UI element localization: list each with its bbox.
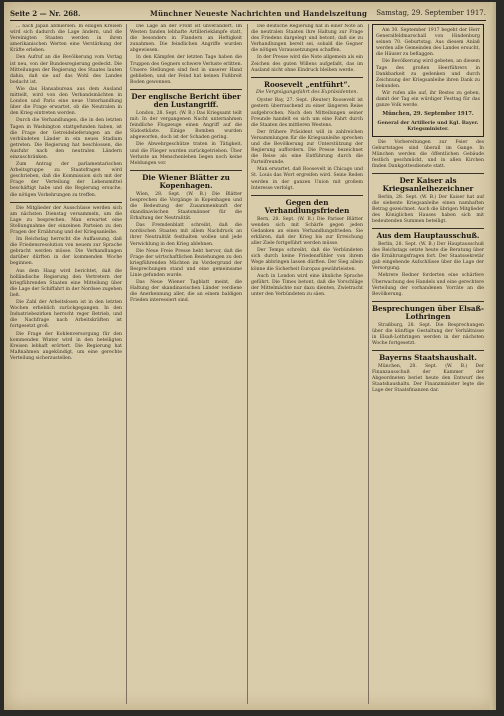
page-header [10, 8, 486, 21]
article-paragraph: München, 28. Sept. (W. B.) Der Finanzausschuß der Kammer der Abgeordneten beriet heute den Entwurf des Staatshaushalts. Der Finanzminister legte die Lage der Staatsfinanzen dar. [372, 363, 484, 394]
article-paragraph: Oyster Bay, 27. Sept. (Reuter) Roosevelt ist gestern überraschend zu einer längeren Reise aufgebrochen. Nach den Mitteilungen seiner Freunde handelt es sich um eine Fahrt durch die Staaten des mittleren Westens. [251, 98, 363, 128]
article-paragraph: Das Neue Wiener Tagblatt meint, die Haltung der skandinavischen Länder verdiene die Anerkennung aller, die an einem baldigen Frieden interessiert sind. [130, 280, 242, 304]
divider [130, 170, 242, 171]
column-2 [130, 24, 242, 704]
divider [372, 173, 484, 174]
article-paragraph: In den Kämpfen der letzten Tage haben die Truppen des Gegners schwere Verluste erlitten. Unsere Stellungen sind fest in unserer Hand geblieben, und der Feind hat keinen Fußbreit Boden gewonnen. [130, 55, 242, 85]
headline-alsace-lorraine: Besprechungen über Elsaß-Lothringen [372, 303, 484, 322]
column-rule [247, 24, 248, 704]
divider [372, 228, 484, 229]
article-paragraph: Berlin, 28. Sept. (W. B.) Der Kaiser hat auf die siebente Kriegsanleihe einen namhaften Betrag gezeichnet. Auch die übrigen Mitglieder des Königlichen Hauses haben sich mit bedeutenden Summen beteiligt. [372, 194, 484, 225]
article-paragraph: In der Presse wird die Note allgemein als ein Zeichen des guten Willens aufgefaßt, das im Ausland nicht ohne Eindruck bleiben werde. [251, 55, 363, 73]
article-paragraph: Die Neue Freie Presse hebt hervor, daß die Frage der wirtschaftlichen Beziehungen zu den kriegführenden Mächten im Vordergrund der Besprechungen stand und eine gemeinsame Linie gefunden wurde. [130, 248, 242, 278]
announcement-paragraph: Die Bevölkerung wird gebeten, an diesem Tage des großen Heerführers in Dankbarkeit zu gedenken und durch Zeichnung der Kriegsanleihe ihren Dank zu bekunden. [376, 59, 480, 89]
column-4 [372, 24, 484, 704]
article-paragraph: ... nach Japan abmiersen. In einigen Kreisen wird sich dadurch die Lage ändern, und die Vereinigten Staaten werden in ihren amerikanischen Werten eine Verstärkung der Kräfte erleben. [10, 24, 122, 54]
page-edge [490, 2, 496, 710]
article-paragraph: Die Lage an der Front ist unverändert. Im Westen fanden lebhafte Artilleriekämpfe statt, die besonders in Flandern an Heftigkeit zunahmen. Die feindlichen Angriffe wurden abgewiesen. [130, 24, 242, 54]
announcement-paragraph: Am 30. September 1917 begeht der Herr Generalfeldmarschall von Hindenburg seinen 70. Geburtstag. Aus diesem Anlaß werden alle Gemeinden des Landes ersucht, die Häuser zu beflaggen. [376, 28, 480, 58]
article-paragraph: Die deutsche Regierung hat in einer Note an die neutralen Staaten ihre Haltung zur Frage des Friedens dargelegt und betont, daß sie zu Verhandlungen bereit sei, sobald die Gegner die nötigen Voraussetzungen schaffen. [251, 24, 363, 54]
article-paragraph: Wie das Hansabureau aus dem Ausland mitteilt, wird von den Verbandsmächten in London und Paris eine neue Unterhandlung über die Frage erwartet, ob die Neutralen in den Krieg eintreten werden. [10, 86, 122, 117]
column-3 [251, 24, 363, 704]
divider [372, 350, 484, 351]
column-1 [10, 24, 122, 704]
divider [251, 77, 363, 78]
article-paragraph: Im Reichstag herrscht die Auffassung, daß die Friedensresolution von neuem zur Sprache gebracht werden müsse. Die Verhandlungen darüber dürften in der kommenden Woche beginnen. [10, 237, 122, 267]
newspaper-page [4, 2, 496, 710]
article-paragraph: Durch die Verhandlungen, die in den letzten Tagen in Washington stattgefunden haben, ist die Frage der Getreidelieferungen an die verbündeten Länder in ein neues Stadium getreten. Die Regierung hat beschlossen, die Ausfuhr nach den neutralen Ländern einzuschränken. [10, 118, 122, 160]
article-paragraph: Die Mitglieder der Ausschüsse werden sich am nächsten Dienstag versammeln, um die Lage zu besprechen. Man erwartet eine Stellungnahme der einzelnen Parteien zu den Fragen der Ernährung und der Kriegsanleihe. [10, 205, 122, 235]
column-rule [126, 24, 127, 704]
article-paragraph: London, 28. Sept. (W. B.) Das Kriegsamt teilt mit: In der vergangenen Nacht unternahmen feindliche Flugzeuge einen Angriff auf die Südostküste. Einige Bomben wurden abgeworfen, doch ist der Schaden gering. [130, 110, 242, 141]
headline-english-report: Der englische Bericht über den Lustangriff. [131, 91, 241, 110]
column-rule [368, 24, 369, 704]
announcement-dateline: München, 29. September 1917. [382, 111, 474, 118]
announcement-paragraph: Wir rufen alle auf, ihr Bestes zu geben, damit der Tag ein würdiger Festtag für das ganze Volk werde. [376, 90, 480, 109]
article-paragraph: Den Aufruf an die Bevölkerung vom Vortag ist neu, von der Bundesregierung gedeckt. Die Mitteilungen der Regierung des Staates lauten dahin, daß sie auf das Wohl des Landes bedacht ist. [10, 55, 122, 85]
article-paragraph: Bern, 28. Sept. (W. B.) Die Pariser Blätter wenden sich mit Schärfe gegen jeden Gedanken an einen Verhandlungsfrieden. Sie erklären, daß der Krieg bis zur Erreichung aller Ziele fortgeführt werden müsse. [251, 216, 363, 247]
headline-bavarian-budget: Bayerns Staatshaushalt. [379, 353, 477, 363]
divider [251, 195, 363, 196]
article-paragraph: Straßburg, 28. Sept. Die Besprechungen über die künftige Gestaltung der Verhältnisse in Elsaß-Lothringen werden in der nächsten Woche fortgesetzt. [372, 322, 484, 347]
divider [10, 202, 122, 203]
headline-negotiated-peace: Gegen den Verhandlungsfrieden [264, 197, 350, 216]
article-paragraph: Zum Antrag der parlamentarischen Arbeitsgruppe zu Staatsfragen wird geschrieben, daß die Kommission sich mit der Frage der Verteilung der Lebensmittel beschäftigt habe und die Regierung ersuche, die nötigen Vorkehrungen zu treffen. [10, 162, 122, 198]
divider [372, 301, 484, 302]
article-paragraph: Die Zahl der Arbeitslosen ist in den letzten Wochen erheblich zurückgegangen. In den Industriebezirken herrscht reger Betrieb, und die Nachfrage nach Arbeitskräften ist fortgesetzt groß. [10, 300, 122, 330]
subheadline-roosevelt: Die Vergnügungsfahrt des Expräsidenten. [255, 90, 359, 96]
page-number: Seite 2 — Nr. 268. [10, 9, 81, 18]
headline-roosevelt: Roosevelt „entführt“. [263, 79, 351, 89]
headline-vienna-papers: Die Wiener Blätter zu Kopenhagen. [142, 172, 230, 191]
announcement-signature: General der Artillerie und Kgl. Bayer. Kriegsminister. [377, 120, 479, 133]
article-paragraph: Man erwartet, daß Roosevelt in Chicago und St. Louis das Wort ergreifen wird. Seine Reden werden in der ganzen Union mit großem Interesse verfolgt. [251, 167, 363, 191]
article-paragraph: Auch in London wird eine ähnliche Sprache geführt. Die Times betont, daß die Vorschläge der Mittelmächte nur dazu dienten, Zwietracht unter den Verbündeten zu säen. [251, 273, 363, 297]
divider [130, 89, 242, 90]
article-paragraph: Mehrere Redner forderten eine schärfere Überwachung des Handels und eine gerechtere Verteilung der vorhandenen Vorräte an die Bevölkerung. [372, 273, 484, 297]
headline-kaiser-war-loan: Der Kaiser als Kriegsanleihezeichner [382, 175, 474, 194]
article-paragraph: Die Abwehrgeschütze traten in Tätigkeit, und die Flieger wurden zurückgetrieben. Über Verluste an Menschenleben liegen noch keine Meldungen vor. [130, 142, 242, 166]
article-paragraph: Aus dem Haag wird berichtet, daß die holländische Regierung den Vertretern der kriegführenden Staaten eine Mitteilung über die Lage der Schiffahrt in der Nordsee zugehen ließ. [10, 268, 122, 298]
announcement-box [372, 24, 484, 137]
issue-date: Samstag, 29. September 1917. [376, 9, 486, 17]
article-paragraph: Die Vorbereitungen zur Feier des Geburtstages sind überall im Gange. In München werden die öffentlichen Gebäude festlich geschmückt, und in allen Kirchen finden Dankgottesdienste statt. [372, 139, 484, 169]
article-paragraph: Die Frage der Kohlenversorgung für den kommenden Winter wird in den beteiligten Kreisen lebhaft erörtert. Die Regierung hat Maßnahmen angekündigt, um eine gerechte Verteilung sicherzustellen. [10, 331, 122, 361]
headline-main-committee: Aus dem Hauptausschuß. [376, 231, 480, 241]
article-paragraph: Berlin, 28. Sept. (W. B.) Der Hauptausschuß des Reichstags setzte heute die Beratung über die Ernährungsfragen fort. Der Staatssekretär gab eingehende Aufschlüsse über die Lage der Versorgung. [372, 241, 484, 272]
article-paragraph: Das Fremdenblatt schreibt, daß die nordischen Staaten mit allem Nachdruck an ihrer Neutralität festhalten wollen und jede Verwicklung in den Krieg ablehnen. [130, 223, 242, 247]
article-paragraph: Wien, 28. Sept. (W. B.) Die Blätter besprechen die Vorgänge in Kopenhagen und die Bedeutung der Zusammenkunft der skandinavischen Staatsmänner für die Erhaltung der Neutralität. [130, 191, 242, 222]
article-paragraph: Der frühere Präsident will in zahlreichen Versammlungen für die Kriegsanleihe sprechen und die Bevölkerung zur Unterstützung der Regierung auffordern. Die Presse bezeichnet die Reise als eine Entführung durch die Parteifreunde. [251, 129, 363, 166]
newspaper-masthead: Münchner Neueste Nachrichten und Handelszeitung [150, 9, 368, 18]
article-paragraph: Der Temps schreibt, daß die Verbündeten sich durch keine Friedensfühler von ihrem Wege abbringen lassen dürften. Der Sieg allein könne die Sicherheit Europas gewährleisten. [251, 248, 363, 272]
